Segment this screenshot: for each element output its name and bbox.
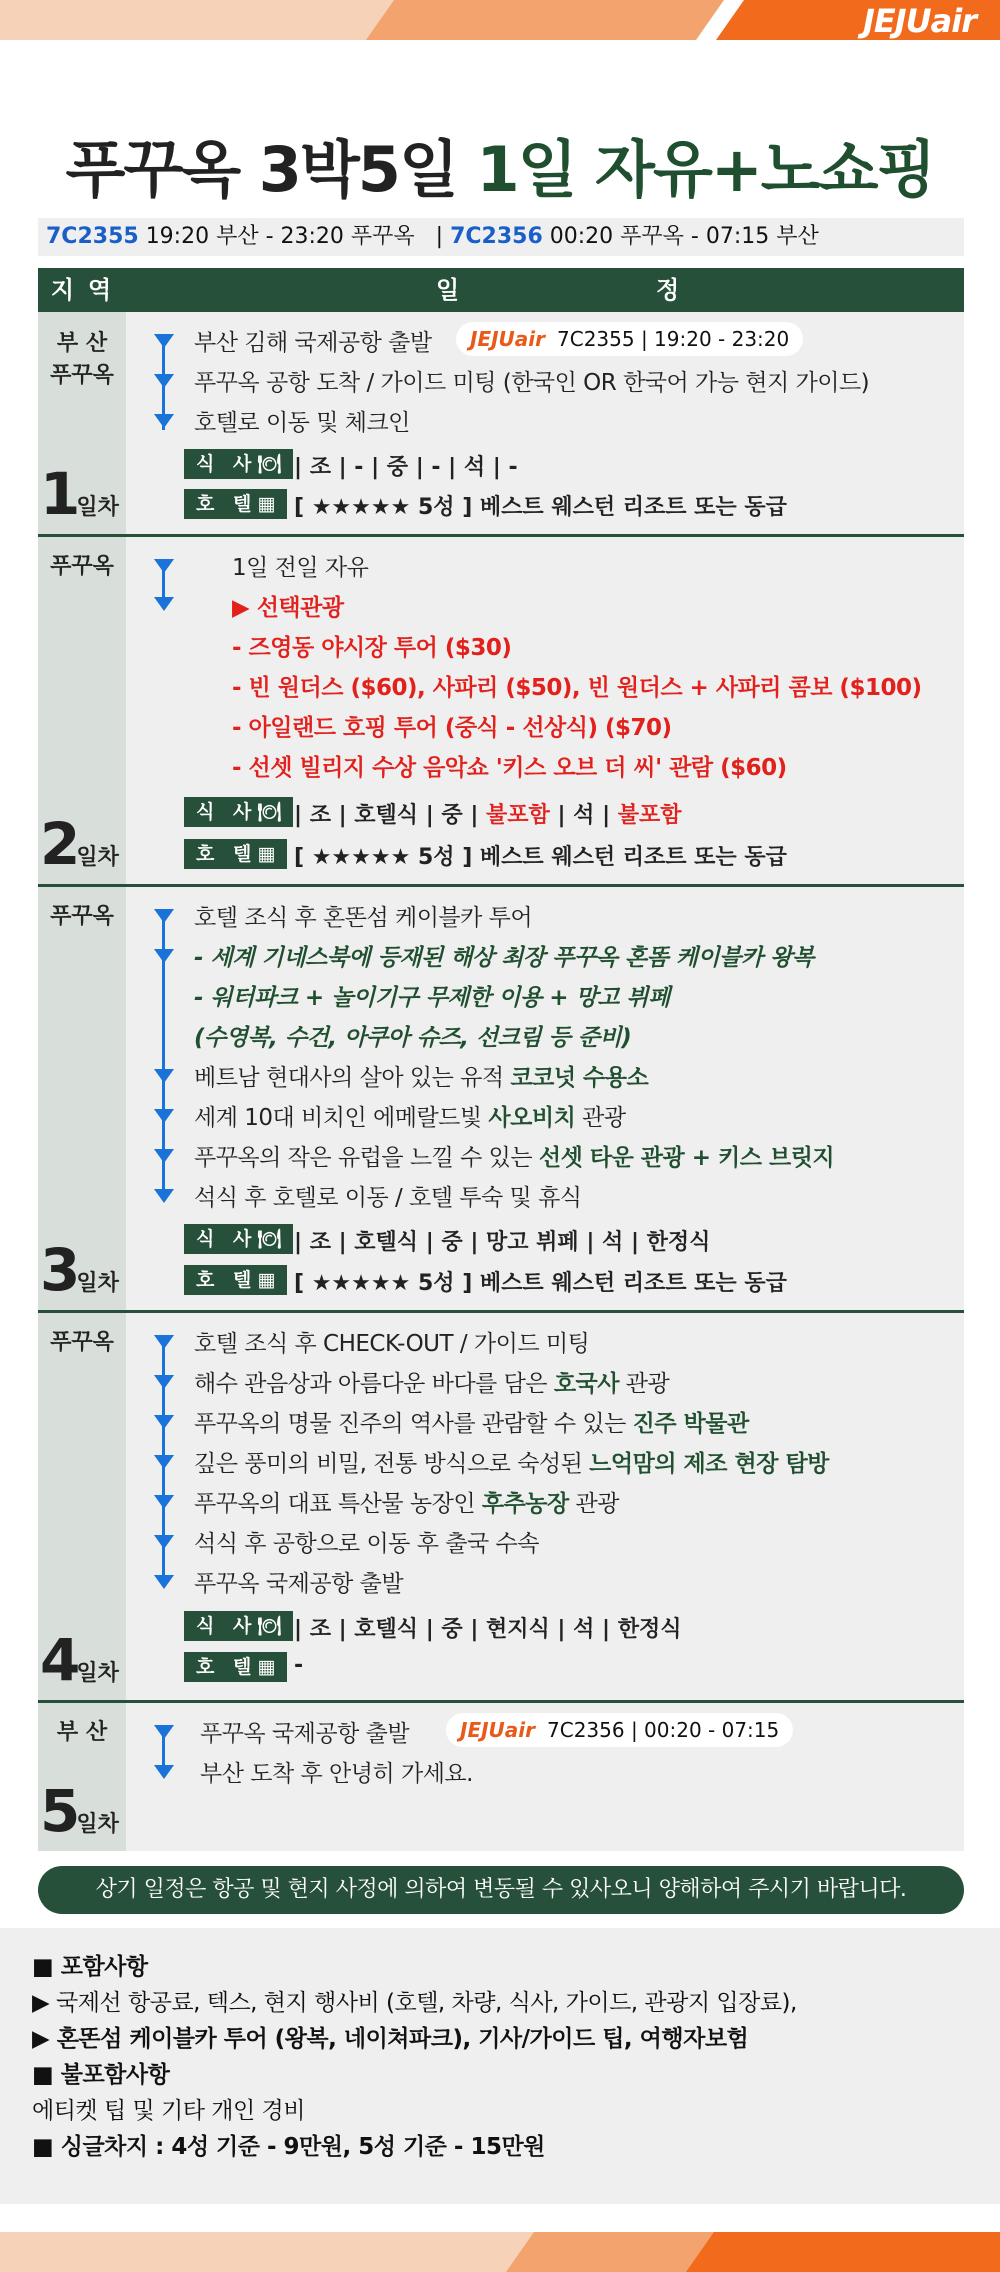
header-sched2: 정 <box>656 276 680 304</box>
meal-tag: 식 사🍽 <box>184 449 293 479</box>
meal-dinner: 불포함 <box>617 803 682 828</box>
day-4-line-7: 푸꾸옥 국제공항 출발 <box>194 1571 404 1597</box>
day-1-region-2: 푸꾸옥 <box>50 363 114 388</box>
timeline-arrow-icon <box>154 1575 174 1589</box>
day-3-sub-2: - 워터파크 + 놀이기구 무제한 이용 + 망고 뷔페 <box>194 985 670 1011</box>
day-1-label <box>38 460 126 528</box>
day-3-line-2 <box>194 1059 648 1092</box>
day-2-suffix: 일차 <box>76 845 119 870</box>
timeline-arrow-icon <box>154 1069 174 1083</box>
day-4-num: 4 <box>40 1626 77 1694</box>
day-4-line-5 <box>194 1485 619 1518</box>
day-2-option-4: - 선셋 빌리지 수상 음악쇼 '키스 오브 더 씨' 관람 ($60) <box>232 755 787 781</box>
title-part1: 푸꾸옥 3박5일 <box>65 133 477 206</box>
day-1-line-3: 호텔로 이동 및 체크인 <box>194 410 410 436</box>
page-title <box>0 120 1000 209</box>
highlight: 사오비치 <box>488 1105 576 1131</box>
hotel-tag: 호 텔▦ <box>184 1652 287 1682</box>
meal-tag-label: 식 사 <box>196 453 258 475</box>
banner-stripe-light <box>0 0 430 40</box>
highlight: 선셋 타운 관광 + 키스 브릿지 <box>538 1145 835 1171</box>
timeline-arrow-icon <box>154 597 174 611</box>
day-1-hotel: [ ★★★★★ 5성 ] 베스트 웨스턴 리조트 또는 동급 <box>294 495 787 520</box>
highlight: 후추농장 <box>481 1491 569 1517</box>
bottom-banner <box>0 2232 1000 2272</box>
hotel-tag-label: 호 텔 <box>196 1656 258 1678</box>
day-3-line-3 <box>194 1099 626 1132</box>
timeline-arrow-icon <box>154 1189 174 1203</box>
banner-stripe-dark <box>686 2232 1000 2272</box>
timeline-arrow-icon <box>154 1455 174 1469</box>
outbound-info: 19:20 부산 - 23:20 푸꾸옥 <box>145 224 415 249</box>
day-5-label <box>38 1777 126 1845</box>
day-4-line-2 <box>194 1365 669 1398</box>
day-5-line-1: 푸꾸옥 국제공항 출발 <box>200 1721 410 1747</box>
day-5-line-2: 부산 도착 후 안녕히 가세요. <box>200 1761 473 1787</box>
day-2-option-2: - 빈 원더스 ($60), 사파리 ($50), 빈 원더스 + 사파리 콤보 ($100) <box>232 675 922 701</box>
day-5-suffix: 일차 <box>76 1812 119 1837</box>
day-2-hotel: [ ★★★★★ 5성 ] 베스트 웨스턴 리조트 또는 동급 <box>294 845 787 870</box>
jejuair-logo: JEJUair <box>863 2 976 40</box>
day-3-label <box>38 1236 126 1304</box>
day-3-hotel: [ ★★★★★ 5성 ] 베스트 웨스턴 리조트 또는 동급 <box>294 1271 787 1296</box>
day-1-meals: | 조 | - | 중 | - | 석 | - <box>294 455 518 480</box>
header-sched1: 일 <box>436 276 460 304</box>
text: 관광 <box>575 1105 626 1131</box>
table-header <box>38 268 964 312</box>
day-3-line-1: 호텔 조식 후 혼똔섬 케이블카 투어 <box>194 905 533 931</box>
day-1-suffix: 일차 <box>76 495 119 520</box>
hotel-tag-label: 호 텔 <box>196 1269 258 1291</box>
day-2-region: 푸꾸옥 <box>50 554 114 579</box>
included-line-2: ▶ 혼똔섬 케이블카 투어 (왕복, 네이쳐파크), 기사/가이드 팁, 여행자보험 <box>32 2026 749 2052</box>
banner-stripe-mid <box>366 0 724 40</box>
meal-tag: 식 사🍽 <box>184 1611 293 1641</box>
text: 푸꾸옥의 작은 유럽을 느낄 수 있는 <box>194 1145 539 1171</box>
text: 관광 <box>618 1371 670 1397</box>
day-4-line-4 <box>194 1445 829 1478</box>
meal-breakfast: | 조 | 호텔식 <box>294 803 419 828</box>
day-1-region-1: 부 산 <box>56 331 108 356</box>
timeline-arrow-icon <box>154 949 174 963</box>
day-4-line-3 <box>194 1405 749 1438</box>
included-line-1: ▶ 국제선 항공료, 텍스, 현지 행사비 (호텔, 차량, 식사, 가이드, 관광지 입장료), <box>32 1990 797 2016</box>
day-2-row <box>38 537 964 884</box>
timeline-arrow-icon <box>154 1375 174 1389</box>
timeline-arrow-icon <box>154 1109 174 1123</box>
pill-text: 7C2355 | 19:20 - 23:20 <box>557 327 790 351</box>
timeline-arrow-icon <box>154 1725 174 1739</box>
day-5-region: 부 산 <box>56 1720 108 1745</box>
day-3-num: 3 <box>40 1236 77 1304</box>
day-3-line-5: 석식 후 호텔로 이동 / 호텔 투숙 및 휴식 <box>194 1185 582 1211</box>
day-5-flight-pill <box>446 1713 793 1747</box>
included-title: ■ 포함사항 <box>32 1954 148 1980</box>
day-2-line-1: 1일 전일 자유 <box>232 555 369 581</box>
hotel-tag-label: 호 텔 <box>196 493 258 515</box>
day-1-flight-pill <box>456 322 803 356</box>
day-2-option-1: - 즈영동 야시장 투어 ($30) <box>232 635 512 661</box>
day-3-region: 푸꾸옥 <box>50 904 114 929</box>
pill-logo: JEJUair <box>460 1718 535 1742</box>
text: 해수 관음상과 아름다운 바다를 담은 <box>194 1371 554 1397</box>
text: 깊은 풍미의 비밀, 전통 방식으로 숙성된 <box>194 1451 590 1477</box>
hotel-tag-label: 호 텔 <box>196 843 258 865</box>
day-2-option-3: - 아일랜드 호핑 투어 (중식 - 선상식) ($70) <box>232 715 672 741</box>
day-3-suffix: 일차 <box>76 1271 119 1296</box>
flight-separator: | <box>435 224 444 249</box>
text: 푸꾸옥의 대표 특산물 농장인 <box>194 1491 482 1517</box>
day-1-num: 1 <box>40 460 77 528</box>
timeline-arrow-icon <box>154 1535 174 1549</box>
single-charge: ■ 싱글차지 : 4성 기준 - 9만원, 5성 기준 - 15만원 <box>32 2134 545 2160</box>
day-4-hotel: - <box>294 1653 304 1678</box>
meal-tag: 식 사🍽 <box>184 797 293 827</box>
day-2-num: 2 <box>40 810 77 878</box>
timeline-arrow-icon <box>154 1495 174 1509</box>
day-4-suffix: 일차 <box>76 1661 119 1686</box>
day-3-sub-3: (수영복, 수건, 아쿠아 슈즈, 선크림 등 준비) <box>194 1025 632 1051</box>
day-4-region: 푸꾸옥 <box>50 1330 114 1355</box>
day-2-label <box>38 810 126 878</box>
day-2-meals <box>294 798 682 829</box>
hotel-tag: 호 텔▦ <box>184 839 287 869</box>
timeline-arrow-icon <box>154 909 174 923</box>
text: 푸꾸옥의 명물 진주의 역사를 관람할 수 있는 <box>194 1411 633 1437</box>
inbound-code: 7C2356 <box>450 224 543 249</box>
day-4-meals: | 조 | 호텔식 | 중 | 현지식 | 석 | 한정식 <box>294 1617 682 1642</box>
inbound-info: 00:20 푸꾸옥 - 07:15 부산 <box>549 224 819 249</box>
excluded-line-1: 에티켓 팁 및 기타 개인 경비 <box>32 2098 305 2124</box>
meal-tag-label: 식 사 <box>196 801 258 823</box>
day-4-line-1: 호텔 조식 후 CHECK-OUT / 가이드 미팅 <box>194 1331 590 1357</box>
highlight: 진주 박물관 <box>632 1411 749 1437</box>
day-2-optional-title: ▶ 선택관광 <box>232 595 344 621</box>
day-1-row <box>38 312 964 534</box>
schedule-notice: 상기 일정은 항공 및 현지 사정에 의하여 변동될 수 있사오니 양해하여 주시기 바랍니다. <box>38 1866 964 1914</box>
hotel-tag: 호 텔▦ <box>184 489 287 519</box>
info-box <box>0 1928 1000 2204</box>
day-3-sub-1: - 세계 기네스북에 등재된 해상 최장 푸꾸옥 혼똠 케이블카 왕복 <box>194 945 814 971</box>
text: 베트남 현대사의 살아 있는 유적 <box>194 1065 511 1091</box>
day-4-row <box>38 1313 964 1700</box>
hotel-tag: 호 텔▦ <box>184 1265 287 1295</box>
day-3-line-4 <box>194 1139 834 1172</box>
timeline-arrow-icon <box>154 334 174 348</box>
timeline-arrow-icon <box>154 374 174 388</box>
flight-summary <box>38 218 964 256</box>
pill-logo: JEJUair <box>470 327 545 351</box>
timeline-arrow-icon <box>154 559 174 573</box>
day-3-row <box>38 887 964 1310</box>
day-5-num: 5 <box>40 1777 77 1845</box>
outbound-code: 7C2355 <box>46 224 139 249</box>
timeline-arrow-icon <box>154 1149 174 1163</box>
highlight: 느억맘의 제조 현장 탐방 <box>589 1451 829 1477</box>
highlight: 코코넛 수용소 <box>510 1065 649 1091</box>
day-4-line-6: 석식 후 공항으로 이동 후 출국 수속 <box>194 1531 539 1557</box>
highlight: 호국사 <box>553 1371 619 1397</box>
text: 관광 <box>568 1491 619 1517</box>
meal-tag-label: 식 사 <box>196 1228 258 1250</box>
day-1-line-1: 부산 김해 국제공항 출발 <box>194 330 432 356</box>
title-part2: 1일 자유+노쇼핑 <box>476 133 935 206</box>
timeline-arrow-icon <box>154 1765 174 1779</box>
day-3-meals: | 조 | 호텔식 | 중 | 망고 뷔페 | 석 | 한정식 <box>294 1230 711 1255</box>
text: 세계 10대 비치인 에메랄드빛 <box>194 1105 489 1131</box>
day-5-row <box>38 1703 964 1851</box>
meal-lunch: 불포함 <box>486 803 550 828</box>
pill-text: 7C2356 | 00:20 - 07:15 <box>547 1718 780 1742</box>
meal-dinner-label: | 석 | <box>549 803 611 828</box>
timeline-arrow-icon <box>154 414 174 428</box>
meal-tag: 식 사🍽 <box>184 1224 293 1254</box>
day-4-label <box>38 1626 126 1694</box>
day-1-line-2: 푸꾸옥 공항 도착 / 가이드 미팅 (한국인 OR 한국어 가능 현지 가이드) <box>194 370 870 396</box>
timeline-arrow-icon <box>154 1415 174 1429</box>
header-region: 지역 <box>50 276 126 304</box>
meal-tag-label: 식 사 <box>196 1615 258 1637</box>
meal-lunch-label: | 중 | <box>418 803 479 828</box>
top-banner <box>0 0 1000 40</box>
timeline-arrow-icon <box>154 1335 174 1349</box>
excluded-title: ■ 불포함사항 <box>32 2062 170 2088</box>
